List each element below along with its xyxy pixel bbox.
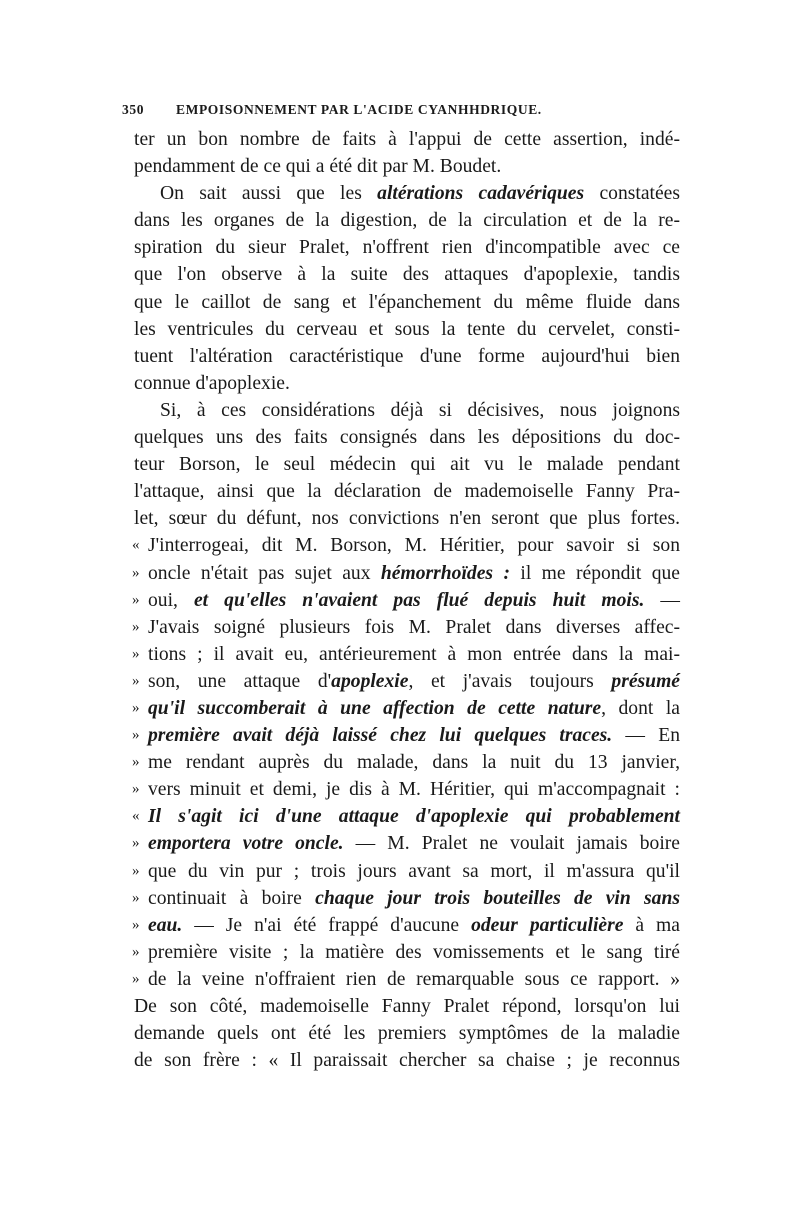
quote-mark: » bbox=[132, 699, 140, 716]
quote-mark: » bbox=[132, 727, 140, 744]
text-line bbox=[134, 1047, 680, 1074]
quote-mark: » bbox=[132, 943, 140, 960]
text-run: que le caillot de sang et l'épanchement du même fluide dans bbox=[134, 291, 680, 313]
quote-mark: « bbox=[132, 537, 140, 554]
quote-mark: » bbox=[132, 889, 140, 906]
text-line bbox=[134, 316, 680, 343]
text-line bbox=[134, 803, 680, 830]
text-line bbox=[134, 234, 680, 261]
text-run: demande quels ont été les premiers symptômes de la maladie bbox=[134, 1023, 680, 1045]
running-head bbox=[122, 100, 680, 122]
italic-phrase: Il s'agit ici d'une attaque d'apoplexie qui probablement bbox=[148, 806, 680, 828]
text-run: tions ; il avait eu, antérieurement à mon entrée dans la mai- bbox=[148, 643, 680, 665]
text-line bbox=[134, 126, 680, 153]
text-run: dans les organes de la digestion, de la circulation et de la re- bbox=[134, 210, 680, 232]
text-line bbox=[134, 695, 680, 722]
text-run: , dont la bbox=[601, 697, 681, 719]
quote-mark: » bbox=[132, 564, 140, 581]
text-run: Si, à ces considérations déjà si décisives, nous joignons bbox=[160, 399, 680, 421]
text-line bbox=[134, 424, 680, 451]
quote-mark: « bbox=[132, 808, 140, 825]
text-run: son, une attaque d' bbox=[148, 670, 332, 692]
text-run: première visite ; la matière des vomissements et le sang tiré bbox=[148, 941, 680, 963]
body-text bbox=[134, 126, 680, 1074]
text-line bbox=[134, 560, 680, 587]
quote-mark: » bbox=[132, 618, 140, 635]
text-run: tuent l'altération caractéristique d'une forme aujourd'hui bien bbox=[134, 345, 680, 367]
italic-phrase: altérations cadavériques bbox=[377, 183, 585, 205]
text-line bbox=[134, 478, 680, 505]
italic-phrase: emportera votre oncle. bbox=[148, 833, 344, 855]
text-line bbox=[134, 776, 680, 803]
text-run: l'attaque, ainsi que la déclaration de mademoiselle Fanny Pra- bbox=[134, 481, 680, 503]
text-run: que du vin pur ; trois jours avant sa mort, il m'assura qu'il bbox=[148, 860, 680, 882]
text-run: ter un bon nombre de faits à l'appui de cette assertion, indé- bbox=[134, 129, 680, 150]
quote-mark: » bbox=[132, 754, 140, 771]
italic-phrase: hémorrhoïdes : bbox=[380, 562, 510, 584]
text-run: constatées bbox=[584, 183, 680, 205]
text-run: connue d'apoplexie. bbox=[134, 372, 290, 394]
italic-phrase: odeur particulière bbox=[471, 914, 624, 936]
book-page bbox=[122, 100, 681, 1074]
text-run: — bbox=[644, 589, 680, 611]
text-run: , et j'avais toujours bbox=[408, 670, 612, 692]
text-line bbox=[134, 153, 680, 180]
text-run: J'avais soigné plusieurs fois M. Pralet dans diverses affec- bbox=[148, 616, 680, 638]
quote-mark: » bbox=[132, 672, 140, 689]
text-line bbox=[134, 343, 680, 370]
running-title: EMPOISONNEMENT PAR L'ACIDE CYANHHDRIQUE. bbox=[176, 102, 542, 117]
italic-phrase: qu'il succomberait à une affection de cette nature bbox=[148, 697, 602, 719]
text-line bbox=[134, 587, 680, 614]
quote-mark: » bbox=[132, 970, 140, 987]
text-line bbox=[134, 830, 680, 857]
text-line bbox=[134, 722, 680, 749]
text-line bbox=[134, 966, 680, 993]
text-line bbox=[134, 505, 680, 532]
quote-mark: » bbox=[132, 591, 140, 608]
text-run: let, sœur du défunt, nos convictions n'en seront que plus fortes. bbox=[134, 508, 680, 530]
italic-phrase: première avait déjà laissé chez lui quelques traces. bbox=[148, 725, 613, 747]
text-line bbox=[134, 180, 680, 207]
text-line bbox=[134, 451, 680, 478]
text-line bbox=[134, 749, 680, 776]
text-run: de la veine n'offraient rien de remarquable sous ce rapport. » bbox=[148, 968, 680, 990]
quote-mark: » bbox=[132, 916, 140, 933]
text-line bbox=[134, 885, 680, 912]
italic-phrase: présumé bbox=[611, 670, 680, 692]
text-run: De son côté, mademoiselle Fanny Pralet répond, lorsqu'on lui bbox=[134, 996, 680, 1017]
text-line bbox=[134, 261, 680, 288]
text-run: que l'on observe à la suite des attaques d'apoplexie, tandis bbox=[134, 264, 680, 286]
text-run: vers minuit et demi, je dis à M. Héritier, qui m'accompagnait : bbox=[148, 779, 680, 801]
text-run: spiration du sieur Pralet, n'offrent rien d'incompatible avec ce bbox=[134, 237, 680, 259]
text-run: de son frère : « Il paraissait chercher sa chaise ; je reconnus bbox=[134, 1050, 680, 1072]
quote-mark: » bbox=[132, 645, 140, 662]
text-run: oncle n'était pas sujet aux bbox=[148, 562, 381, 584]
quote-mark: » bbox=[132, 862, 140, 879]
text-run: pendamment de ce qui a été dit par M. Boudet. bbox=[134, 156, 502, 178]
italic-phrase: apoplexie bbox=[331, 670, 409, 692]
text-run: oui, bbox=[148, 589, 194, 611]
italic-phrase: eau. bbox=[148, 914, 183, 936]
text-run: quelques uns des faits consignés dans les dépositions du doc- bbox=[134, 427, 680, 449]
text-line bbox=[134, 207, 680, 234]
text-run: à ma bbox=[623, 914, 680, 936]
text-line bbox=[134, 858, 680, 885]
page-number: 350 bbox=[122, 102, 145, 117]
text-run: J'interrogeai, dit M. Borson, M. Héritier, pour savoir si son bbox=[148, 535, 680, 557]
text-run: continuait à boire bbox=[148, 887, 316, 909]
text-line bbox=[134, 397, 680, 424]
text-line bbox=[134, 370, 680, 397]
quote-mark: » bbox=[132, 835, 140, 852]
text-line bbox=[134, 912, 680, 939]
text-line bbox=[134, 532, 680, 559]
italic-phrase: et qu'elles n'avaient pas flué depuis huit mois. bbox=[193, 589, 645, 611]
text-line bbox=[134, 641, 680, 668]
text-line bbox=[134, 668, 680, 695]
text-line bbox=[134, 993, 680, 1020]
text-run: teur Borson, le seul médecin qui ait vu le malade pendant bbox=[134, 454, 680, 476]
text-run: les ventricules du cerveau et sous la tente du cervelet, consti- bbox=[134, 318, 680, 340]
italic-phrase: chaque jour trois bouteilles de vin sans bbox=[315, 887, 680, 909]
text-run: — En bbox=[612, 725, 680, 747]
text-line bbox=[134, 289, 680, 316]
quote-mark: » bbox=[132, 781, 140, 798]
text-line bbox=[134, 1020, 680, 1047]
text-line bbox=[134, 614, 680, 641]
text-run: il me répondit que bbox=[509, 562, 681, 584]
text-run: me rendant auprès du malade, dans la nuit du 13 janvier, bbox=[148, 752, 680, 774]
text-line bbox=[134, 939, 680, 966]
text-run: — M. Pralet ne voulait jamais boire bbox=[343, 833, 680, 855]
text-run: — Je n'ai été frappé d'aucune bbox=[182, 914, 472, 936]
text-run: On sait aussi que les bbox=[160, 183, 378, 205]
